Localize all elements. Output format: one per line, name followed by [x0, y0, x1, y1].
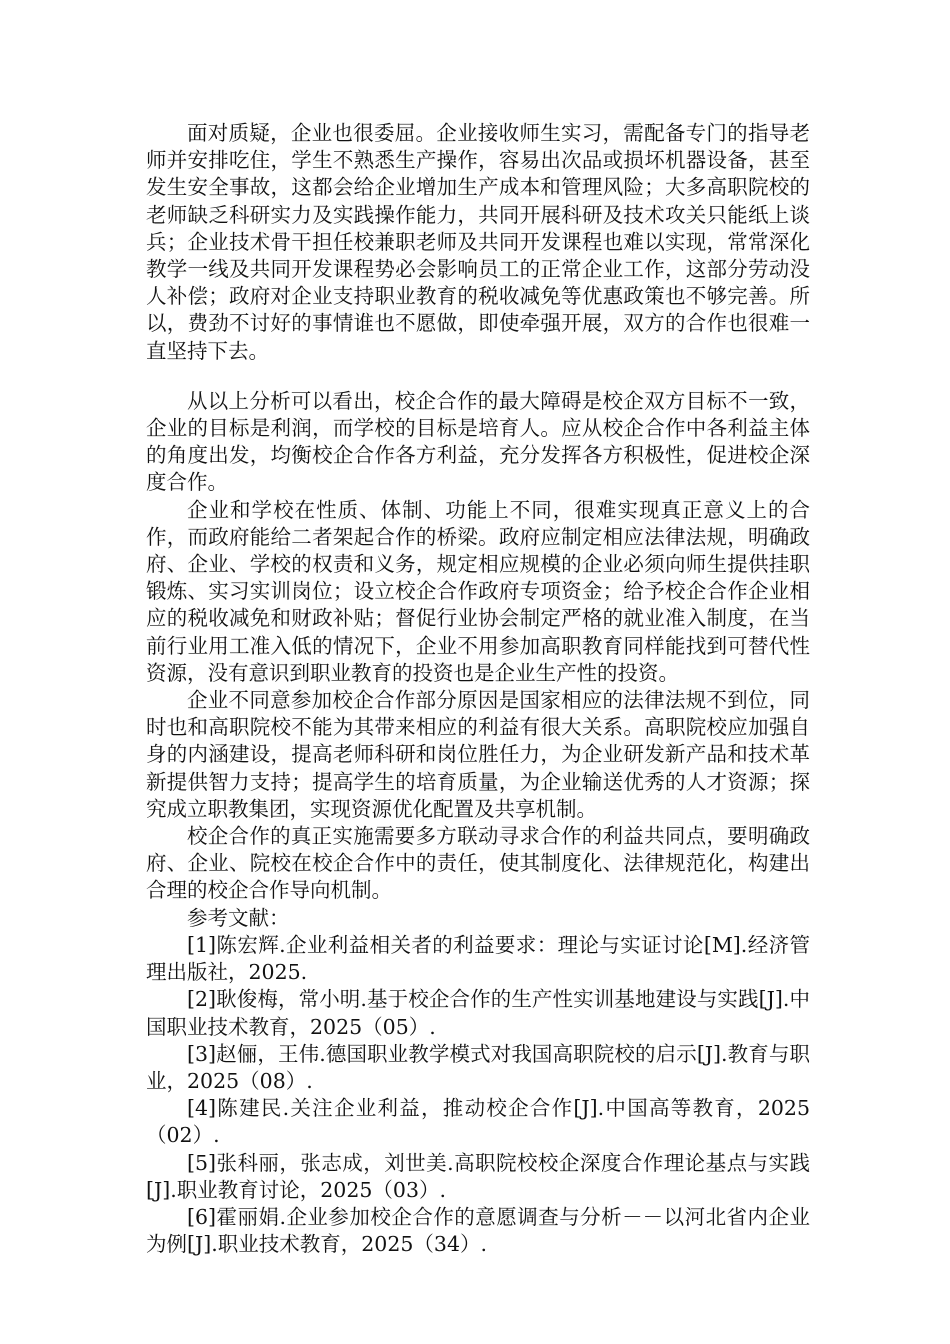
body-paragraph: 企业和学校在性质、体制、功能上不同，很难实现真正意义上的合作，而政府能给二者架起合作的桥梁。政府应制定相应法律法规，明确政府、企业、学校的权责和义务，规定相应规模的企业必须向师生提供挂职锻炼、实习实训岗位；设立校企合作政府专项资金；给予校企合作企业相应的税收减免和财政补贴；督促行业协会制定严格的就业准入制度，在当前行业用工准入低的情况下，企业不用参加高职教育同样能找到可替代性资源，没有意识到职业教育的投资也是企业生产性的投资。: [146, 497, 810, 685]
references-list: [146, 932, 810, 1258]
body-paragraph: 校企合作的真正实施需要多方联动寻求合作的利益共同点，要明确政府、企业、院校在校企合作中的责任，使其制度化、法律规范化，构建出合理的校企合作导向机制。: [146, 824, 810, 903]
reference-item: [4]陈建民.关注企业利益，推动校企合作[J].中国高等教育，2025（02）.: [146, 1096, 810, 1148]
references-heading: 参考文献：: [187, 905, 290, 930]
document-page: [146, 120, 810, 1258]
body-paragraph: 面对质疑，企业也很委屈。企业接收师生实习，需配备专门的指导老师并安排吃住，学生不熟悉生产操作，容易出次品或损坏机器设备，甚至发生安全事故，这都会给企业增加生产成本和管理风险；大多高职院校的老师缺乏科研实力及实践操作能力，共同开展科研及技术攻关只能纸上谈兵；企业技术骨干担任校兼职老师及共同开发课程也难以实现，常常深化教学一线及共同开发课程势必会影响员工的正常企业工作，这部分劳动没人补偿；政府对企业支持职业教育的税收减免等优惠政策也不够完善。所以，费劲不讨好的事情谁也不愿做，即使牵强开展，双方的合作也很难一直坚持下去。: [146, 121, 810, 363]
body-paragraph: 企业不同意参加校企合作部分原因是国家相应的法律法规不到位，同时也和高职院校不能为其带来相应的利益有很大关系。高职院校应加强自身的内涵建设，提高老师科研和岗位胜任力，为企业研发新产品和技术革新提供智力支持；提高学生的培育质量，为企业输送优秀的人才资源；探究成立职教集团，实现资源优化配置及共享机制。: [146, 688, 810, 821]
reference-item: [1]陈宏辉.企业利益相关者的利益要求：理论与实证讨论[M].经济管理出版社，2025.: [146, 932, 810, 985]
reference-item: [3]赵俪，王伟.德国职业教学模式对我国高职院校的启示[J].教育与职业，2025（08）.: [146, 1041, 810, 1093]
reference-item: [6]霍丽娟.企业参加校企合作的意愿调查与分析－－以河北省内企业为例[J].职业技术教育，2025（34）.: [146, 1204, 810, 1257]
reference-item: [2]耿俊梅，常小明.基于校企合作的生产性实训基地建设与实践[J].中国职业技术教育，2025（05）.: [146, 987, 810, 1039]
body-paragraph: 从以上分析可以看出，校企合作的最大障碍是校企双方目标不一致，企业的目标是利润，而学校的目标是培育人。应从校企合作中各利益主体的角度出发，均衡校企合作各方利益，充分发挥各方积极性，促进校企深度合作。: [146, 388, 810, 495]
reference-item: [5]张科丽，张志成，刘世美.高职院校校企深度合作理论基点与实践[J].职业教育讨论，2025（03）.: [146, 1150, 810, 1202]
paragraph-gap: [146, 365, 810, 388]
